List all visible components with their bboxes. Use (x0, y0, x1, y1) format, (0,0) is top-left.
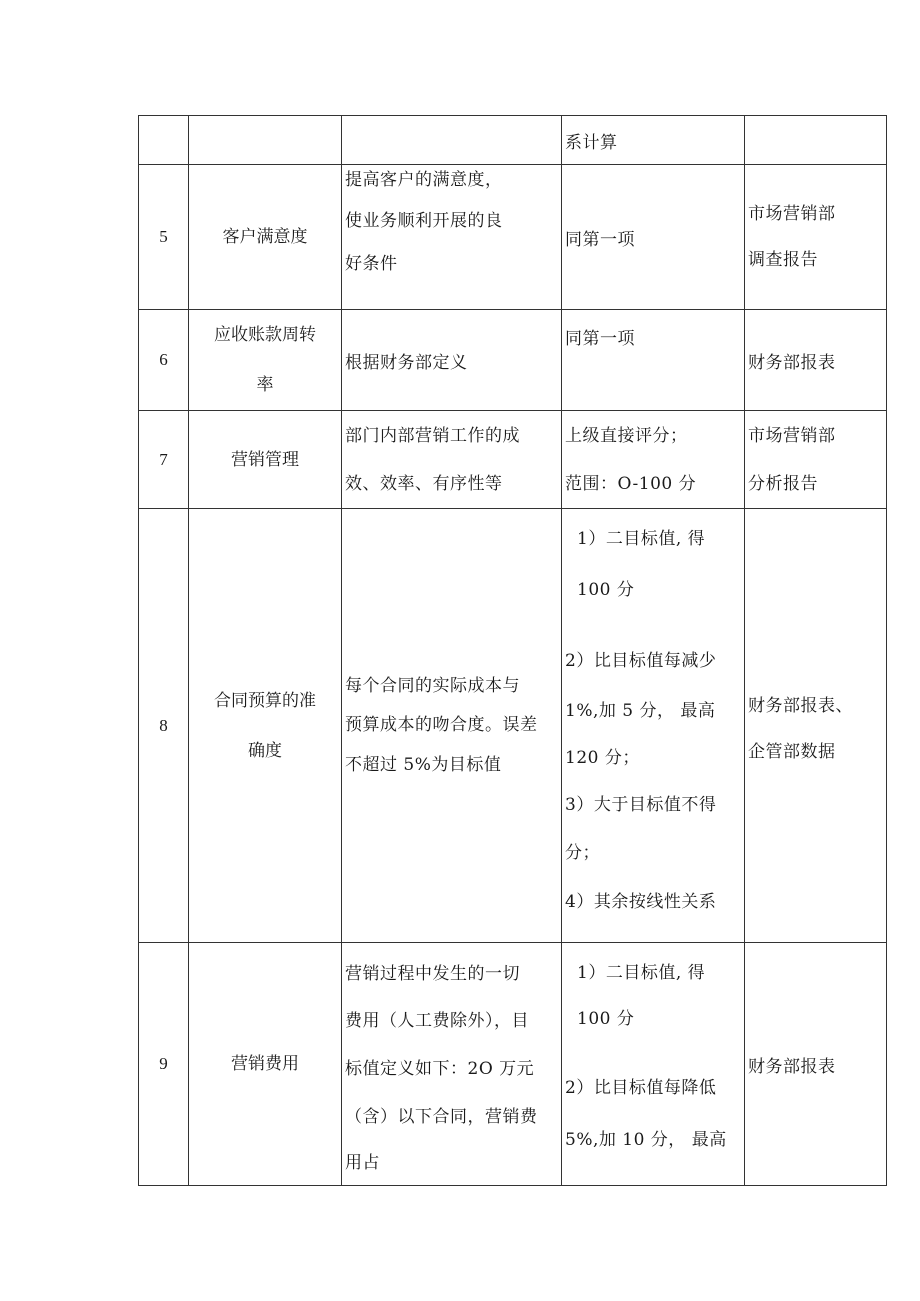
data-source: 财务部报表 (745, 310, 887, 411)
table-row (139, 509, 887, 943)
table-row (139, 411, 887, 509)
data-source: 财务部报表、 企管部数据 (745, 509, 887, 943)
table-row (139, 165, 887, 310)
table-row (139, 310, 887, 411)
data-source: 财务部报表 (745, 943, 887, 1186)
data-source: 市场营销部 调查报告 (745, 165, 887, 310)
indicator-name (189, 116, 342, 165)
scoring-method: 1）二目标值, 得 100 分 2）比目标值每减少 1%,加 5 分， 最高 120 分； 3）大于目标值不得 分； 4）其余按线性关系 (562, 509, 745, 943)
indicator-name: 客户满意度 (189, 165, 342, 310)
scoring-method: 1）二目标值, 得 100 分 2）比目标值每降低 5%,加 10 分， 最高 (562, 943, 745, 1186)
row-number: 8 (139, 509, 189, 943)
table-row (139, 943, 887, 1186)
indicator-name: 合同预算的准 确度 (189, 509, 342, 943)
table-row (139, 116, 887, 165)
indicator-definition: 营销过程中发生的一切 费用（人工费除外），目 标值定义如下：2O 万元 （含）以下合同，营销费 用占 (342, 943, 562, 1186)
indicator-definition: 部门内部营销工作的成 效、效率、有序性等 (342, 411, 562, 509)
row-number: 7 (139, 411, 189, 509)
scoring-method: 上级直接评分； 范围：O-100 分 (562, 411, 745, 509)
indicator-definition: 提高客户的满意度， 使业务顺利开展的良 好条件 (342, 165, 562, 310)
indicator-name: 营销管理 (189, 411, 342, 509)
row-number (139, 116, 189, 165)
scoring-method: 同第一项 (562, 310, 745, 411)
indicator-definition: 每个合同的实际成本与 预算成本的吻合度。误差 不超过 5%为目标值 (342, 509, 562, 943)
indicator-name: 营销费用 (189, 943, 342, 1186)
kpi-table (138, 115, 887, 1186)
data-source (745, 116, 887, 165)
scoring-method: 同第一项 (562, 165, 745, 310)
indicator-definition (342, 116, 562, 165)
indicator-definition: 根据财务部定义 (342, 310, 562, 411)
row-number: 5 (139, 165, 189, 310)
scoring-method: 系计算 (562, 116, 745, 165)
row-number: 6 (139, 310, 189, 411)
data-source: 市场营销部 分析报告 (745, 411, 887, 509)
indicator-name: 应收账款周转 率 (189, 310, 342, 411)
row-number: 9 (139, 943, 189, 1186)
